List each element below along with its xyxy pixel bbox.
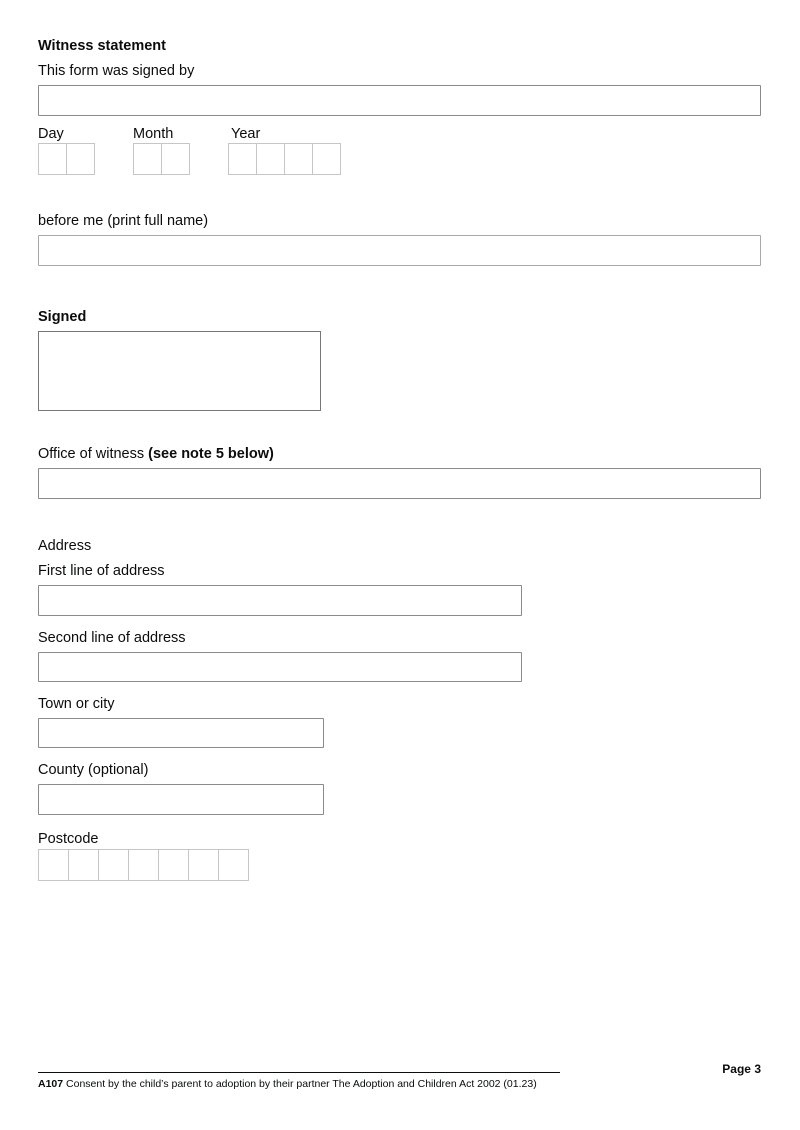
- office-label: [38, 445, 274, 463]
- before-me-input[interactable]: [38, 235, 761, 266]
- year-field: [228, 143, 340, 175]
- office-label-text: Office of witness: [38, 446, 145, 462]
- year-digit-box[interactable]: [312, 143, 341, 175]
- form-description: Consent by the child’s parent to adoption by their partner The Adoption and Children Act 2002 (01.23): [66, 1078, 537, 1090]
- postcode-char-box[interactable]: [128, 849, 159, 881]
- office-note: (see note 5 below): [148, 446, 274, 462]
- before-me-label: before me (print full name): [38, 213, 209, 229]
- postcode-field: [38, 849, 248, 881]
- signed-by-input[interactable]: [38, 85, 761, 116]
- year-digit-box[interactable]: [256, 143, 285, 175]
- month-label: Month: [133, 126, 174, 142]
- footer-rule: [38, 1072, 560, 1073]
- office-input[interactable]: [38, 468, 761, 499]
- address-line2-input[interactable]: [38, 652, 522, 682]
- address-heading: Address: [38, 538, 92, 554]
- year-label: Year: [231, 126, 261, 142]
- year-digit-box[interactable]: [228, 143, 257, 175]
- day-label: Day: [38, 126, 64, 142]
- month-digit-box[interactable]: [133, 143, 162, 175]
- town-label: Town or city: [38, 696, 115, 712]
- day-digit-box[interactable]: [66, 143, 95, 175]
- day-digit-box[interactable]: [38, 143, 67, 175]
- postcode-char-box[interactable]: [68, 849, 99, 881]
- month-digit-box[interactable]: [161, 143, 190, 175]
- address-line1-label: First line of address: [38, 563, 165, 579]
- postcode-label: Postcode: [38, 831, 99, 847]
- signature-box[interactable]: [38, 331, 321, 411]
- form-code: A107: [38, 1078, 64, 1090]
- postcode-char-box[interactable]: [218, 849, 249, 881]
- signed-by-label: This form was signed by: [38, 63, 195, 79]
- postcode-char-box[interactable]: [158, 849, 189, 881]
- county-input[interactable]: [38, 784, 324, 815]
- signed-label: Signed: [38, 309, 87, 325]
- year-digit-box[interactable]: [284, 143, 313, 175]
- address-line1-input[interactable]: [38, 585, 522, 616]
- town-input[interactable]: [38, 718, 324, 748]
- county-label: County (optional): [38, 762, 149, 778]
- month-field: [133, 143, 189, 175]
- postcode-char-box[interactable]: [98, 849, 129, 881]
- section-heading: Witness statement: [38, 38, 166, 54]
- day-field: [38, 143, 94, 175]
- address-line2-label: Second line of address: [38, 630, 186, 646]
- footer-text: [38, 1078, 537, 1091]
- postcode-char-box[interactable]: [38, 849, 69, 881]
- page-number: Page 3: [722, 1062, 761, 1076]
- postcode-char-box[interactable]: [188, 849, 219, 881]
